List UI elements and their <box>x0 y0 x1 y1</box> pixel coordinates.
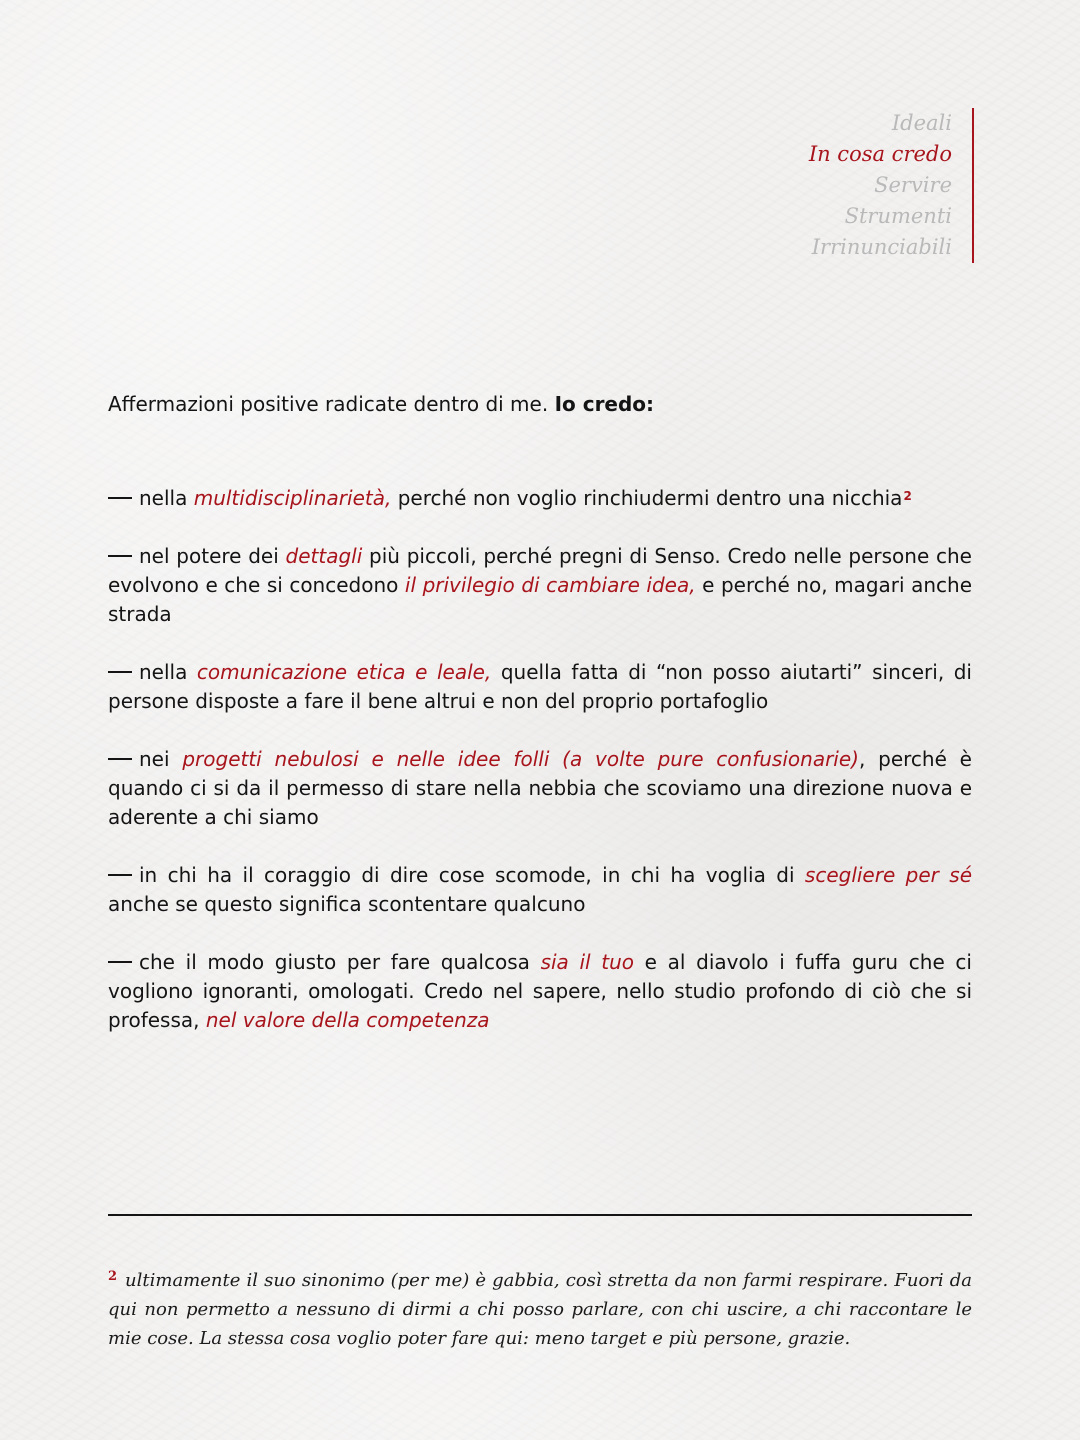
belief-text: nel potere dei <box>139 544 286 568</box>
belief-text: e al diavolo i fuffa guru che ci vogliono ignoranti, omologati. Credo nel sapere, nello studio profondo di ciò che si professa, <box>108 950 972 1032</box>
belief-highlight: multidisciplinarietà, <box>193 486 392 510</box>
dash-icon <box>108 961 132 963</box>
intro-paragraph <box>108 390 972 419</box>
dash-icon <box>108 758 132 760</box>
belief-item <box>108 658 972 716</box>
belief-item <box>108 861 972 919</box>
intro-text: Affermazioni positive radicate dentro di me. <box>108 392 555 416</box>
belief-highlight: comunicazione etica e leale, <box>196 660 492 684</box>
belief-text: più piccoli, perché pregni di Senso. Credo nelle persone che evolvono e che si concedono <box>108 544 972 597</box>
belief-text: e perché no, magari anche strada <box>108 573 973 626</box>
belief-highlight: nel valore della competenza <box>205 1008 490 1032</box>
dash-icon <box>108 874 132 876</box>
belief-highlight: progetti nebulosi e nelle idee folli (a volte pure confusionarie) <box>182 747 859 771</box>
dash-icon <box>108 671 132 673</box>
dash-icon <box>108 555 132 557</box>
footnote-number: 2 <box>108 1269 118 1284</box>
nav-item-in-cosa-credo[interactable]: In cosa credo <box>808 142 952 166</box>
belief-text: nella <box>139 660 197 684</box>
belief-item <box>108 484 972 513</box>
belief-item <box>108 948 972 1035</box>
main-content <box>108 390 972 1064</box>
footnote-divider <box>108 1214 972 1216</box>
belief-highlight: sia il tuo <box>540 950 635 974</box>
nav-item-ideali[interactable]: Ideali <box>891 111 952 135</box>
belief-highlight: scegliere per sé <box>804 863 972 887</box>
belief-text: quella fatta di “non posso aiutarti” sinceri, di persone disposte a fare il bene altrui e non del proprio portafoglio <box>108 660 972 713</box>
intro-strong: Io credo: <box>554 392 655 416</box>
nav-item-servire[interactable]: Servire <box>874 173 952 197</box>
belief-text: nei <box>139 747 183 771</box>
belief-text: che il modo giusto per fare qualcosa <box>139 950 541 974</box>
belief-text: in chi ha il coraggio di dire cose scomode, in chi ha voglia di <box>139 863 805 887</box>
belief-text: , perché è quando ci si da il permesso di stare nella nebbia che scoviamo una direzione nuova e aderente a chi siamo <box>108 747 972 829</box>
belief-highlight: il privilegio di cambiare idea, <box>404 573 696 597</box>
belief-text: nella <box>139 486 194 510</box>
belief-text: perché non voglio rinchiudermi dentro una nicchia <box>391 486 903 510</box>
belief-item <box>108 745 972 832</box>
footnote-text: ultimamente il suo sinonimo (per me) è gabbia, così stretta da non farmi respirare. Fuori da qui non permetto a nessuno di dirmi a chi posso parlare, con chi uscire, a chi raccontare le mie cose. La stessa cosa voglio poter fare qui: meno target e più persone, grazie. <box>108 1270 972 1349</box>
footnote <box>108 1266 972 1353</box>
belief-highlight: dettagli <box>285 544 363 568</box>
section-index <box>809 108 974 263</box>
nav-item-irrinunciabili[interactable]: Irrinunciabili <box>811 235 952 259</box>
footnote-reference[interactable]: 2 <box>903 489 912 503</box>
dash-icon <box>108 497 132 499</box>
belief-item <box>108 542 972 629</box>
belief-text: anche se questo significa scontentare qualcuno <box>108 892 586 916</box>
nav-item-strumenti[interactable]: Strumenti <box>844 204 952 228</box>
